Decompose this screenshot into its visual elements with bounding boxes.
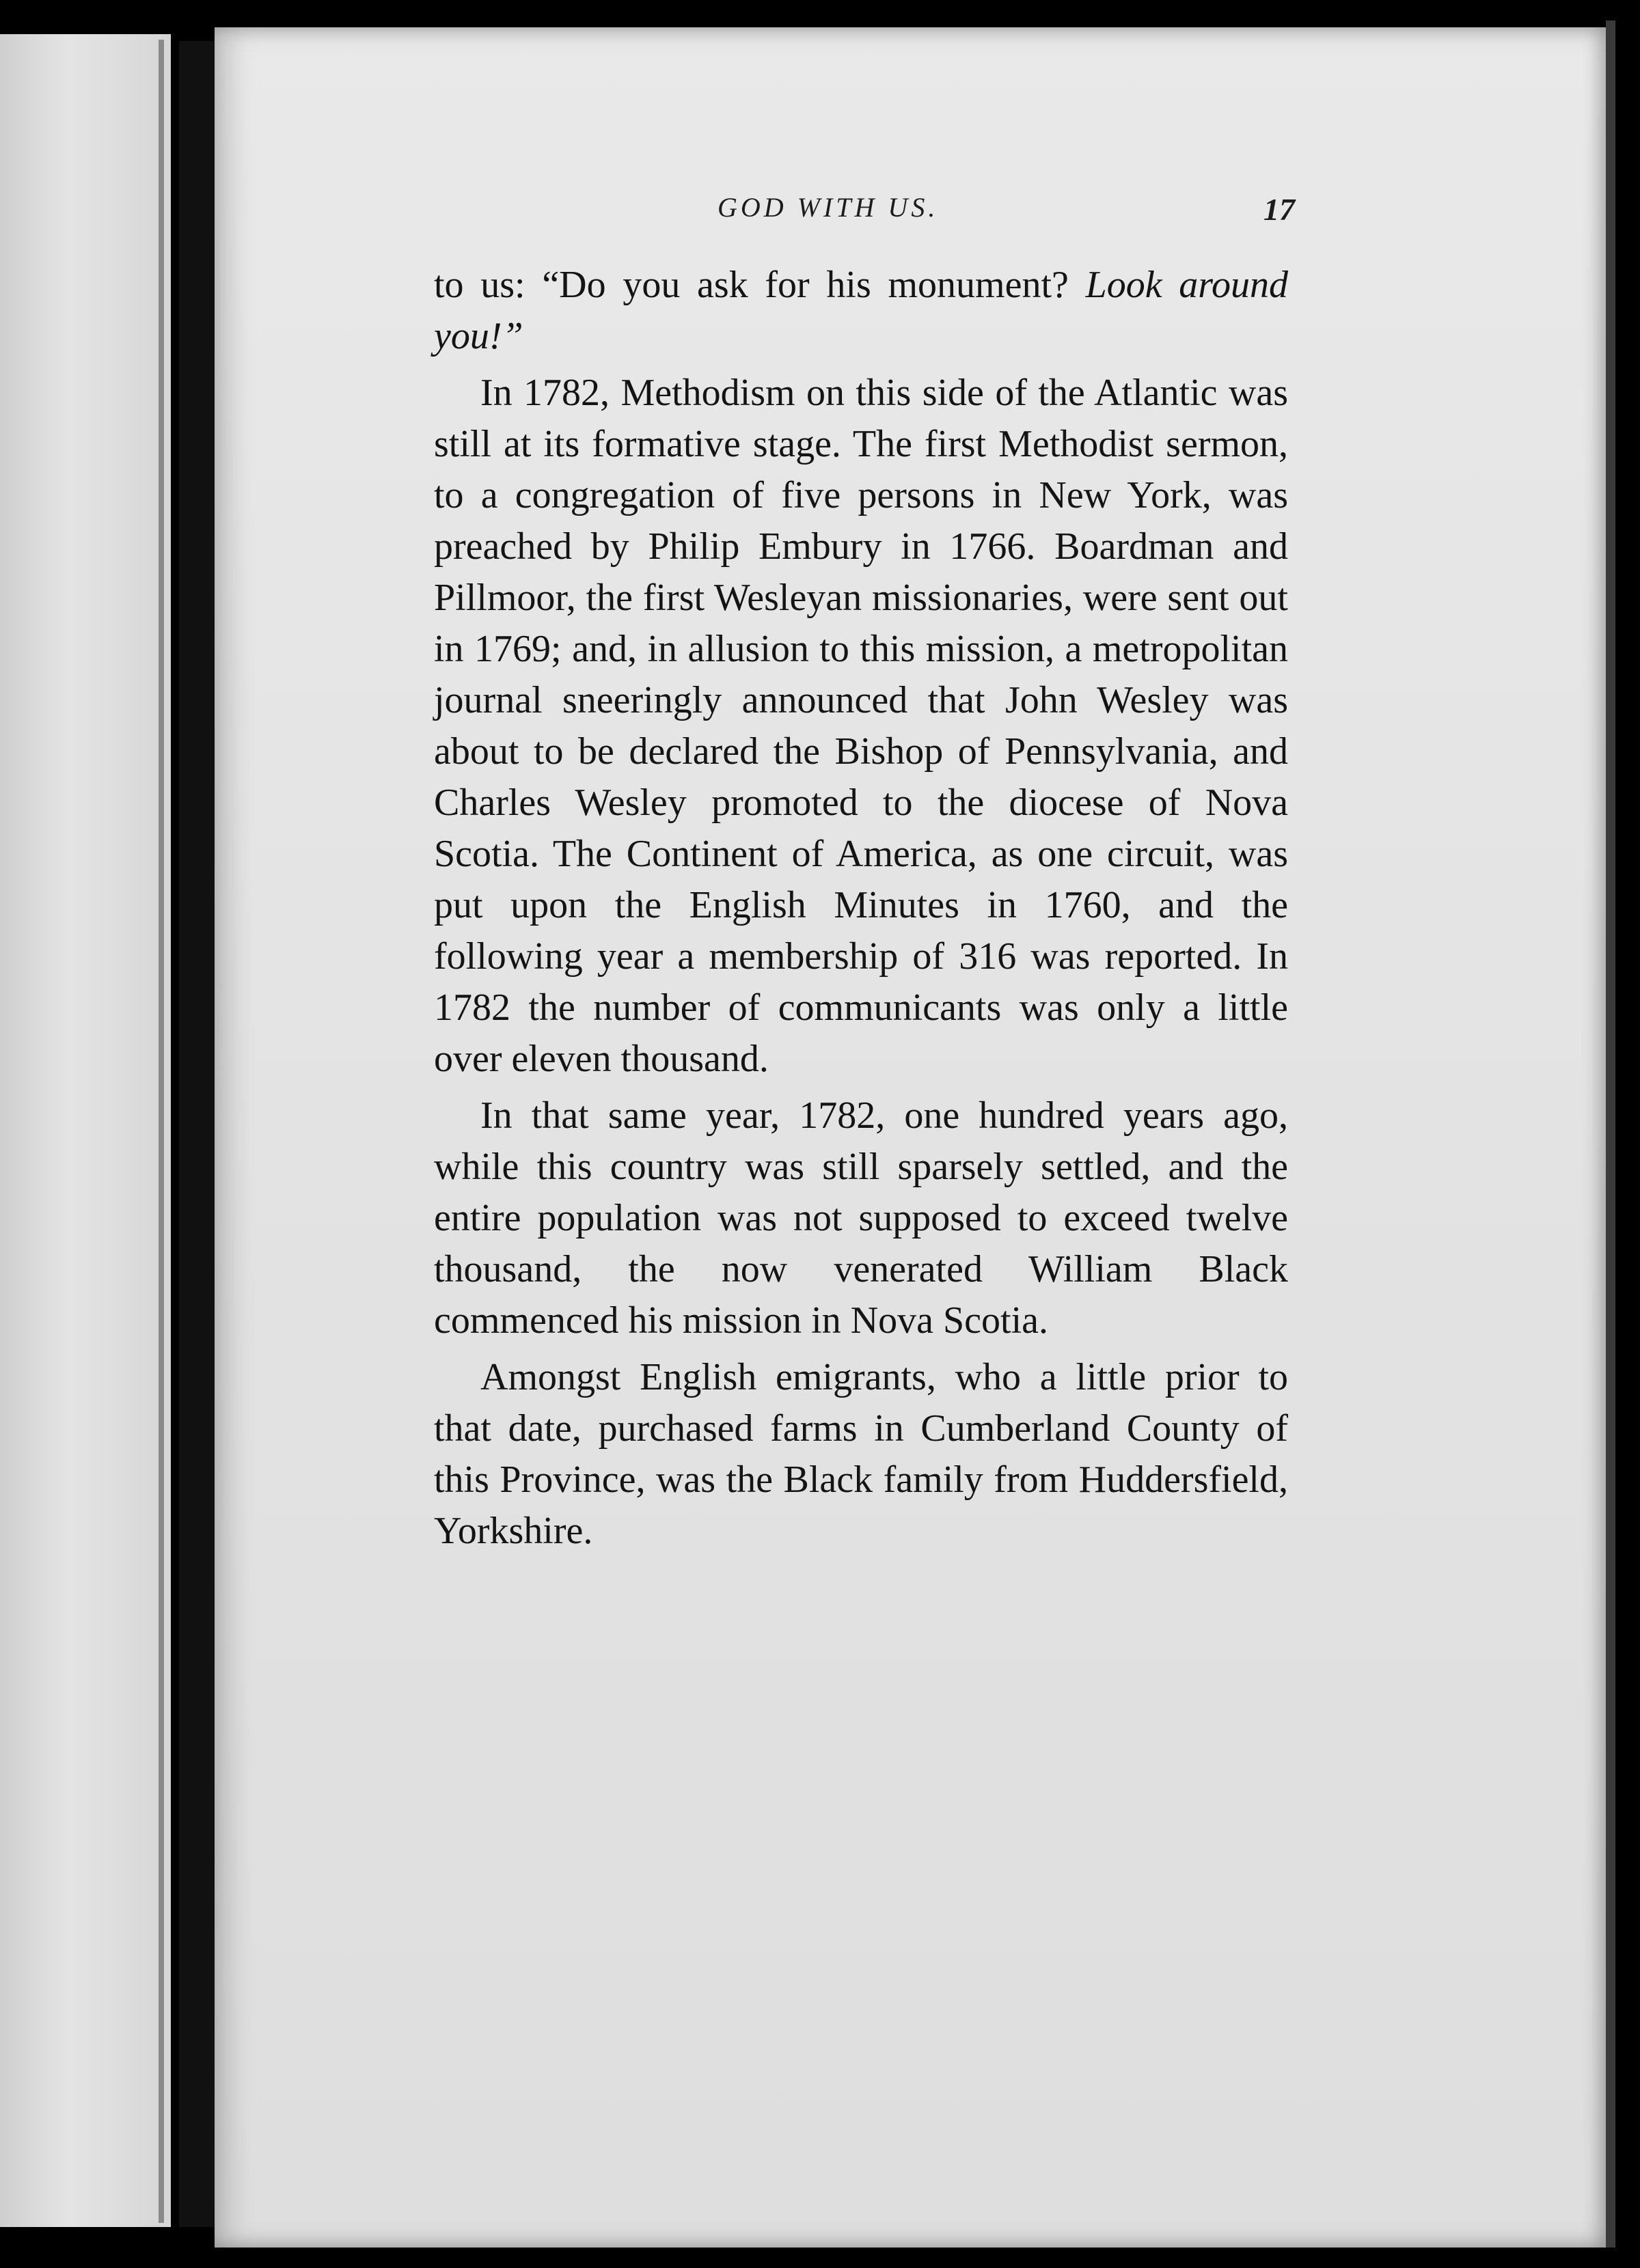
left-page-edge xyxy=(159,40,164,2223)
running-title: GOD WITH US. xyxy=(718,192,939,223)
body-text xyxy=(434,260,1288,1557)
left-facing-page xyxy=(0,34,171,2227)
paragraph: In that same year, 1782, one hundred years ago, while this country was still sparsely settled, and the entire population was not supposed to exceed twelve thousand, the now venerated William Black commenced his mission in Nova Scotia. xyxy=(434,1094,1288,1342)
paragraph: In 1782, Methodism on this side of the Atlantic was still at its formative stage. The first Methodist sermon, to a congregation of five persons in New York, was preached by Philip Embury in 1766. Boardman and Pillmoor, the first Wesleyan missionaries, were sent out in 1769; and, in allusion to this mission, a metropolitan journal sneeringly announced that John Wesley was about to be declared the Bishop of Pennsylvania, and Charles Wesley promoted to the diocese of Nova Scotia. The Continent of America, as one circuit, was put upon the English Minutes in 1760, and the following year a membership of 316 was reported. In 1782 the number of communicants was only a little over eleven thousand. xyxy=(434,372,1288,1080)
opening-paragraph xyxy=(434,260,1288,362)
opening-italic-text: Look around you!” xyxy=(434,264,1289,357)
page-number: 17 xyxy=(1263,192,1295,227)
running-head xyxy=(219,191,1295,232)
paragraph: Amongst English emigrants, who a little prior to that date, purchased farms in Cumberland County of this Province, was the Black family from Huddersfield, Yorkshire. xyxy=(434,1356,1288,1552)
opening-plain-text: to us: “Do you ask for his monument? xyxy=(434,264,1069,306)
book-gutter xyxy=(179,41,215,2227)
page-right-edge xyxy=(1606,20,1615,2248)
